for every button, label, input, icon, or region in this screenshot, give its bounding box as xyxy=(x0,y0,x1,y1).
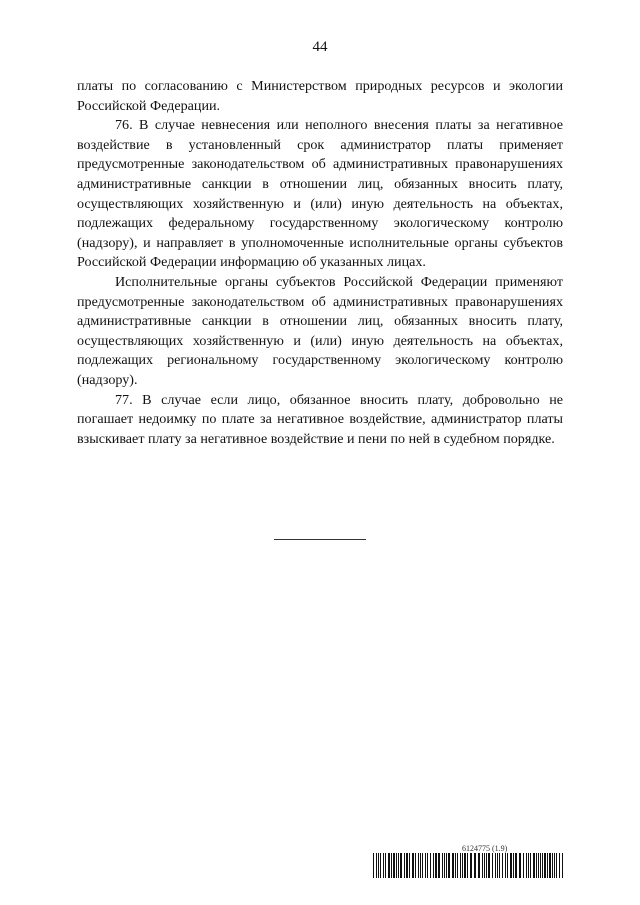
paragraph-regional-authorities: Исполнительные органы субъектов Российской Федерации применяют предусмотренные законодательством об административных правонарушениях административные санкции в отношении лиц, обязанных вносить плату, осуществляющих хозяйственную и (или) иную деятельность на объектах, подлежащих региональному государственному экологическому контролю (надзору). xyxy=(77,273,563,388)
paragraph-item-76: 76. В случае невнесения или неполного внесения платы за негативное воздействие в установленный срок администратор платы применяет предусмотренные законодательством об административных правонарушениях административные санкции в отношении лиц, обязанных вносить плату, осуществляющих хозяйственную и (или) иную деятельность на объектах, подлежащих федеральному государственному экологическому контролю (надзору), и направляет в уполномоченные исполнительные органы субъектов Российской Федерации информацию об указанных лицах. xyxy=(77,117,563,271)
document-body xyxy=(77,77,563,449)
paragraph-item-77: 77. В случае если лицо, обязанное вносить плату, добровольно не погашает недоимку по плате за негативное воздействие, администратор платы взыскивает плату за негативное воздействие и пени по ней в судебном порядке. xyxy=(77,391,563,447)
page-number: 44 xyxy=(312,39,328,55)
barcode-number: 6124775 (1.9) xyxy=(462,844,508,853)
paragraph-continuation: платы по согласованию с Министерством природных ресурсов и экологии Российской Федерации. xyxy=(77,78,563,114)
end-separator-line xyxy=(274,539,366,540)
barcode xyxy=(373,853,565,878)
